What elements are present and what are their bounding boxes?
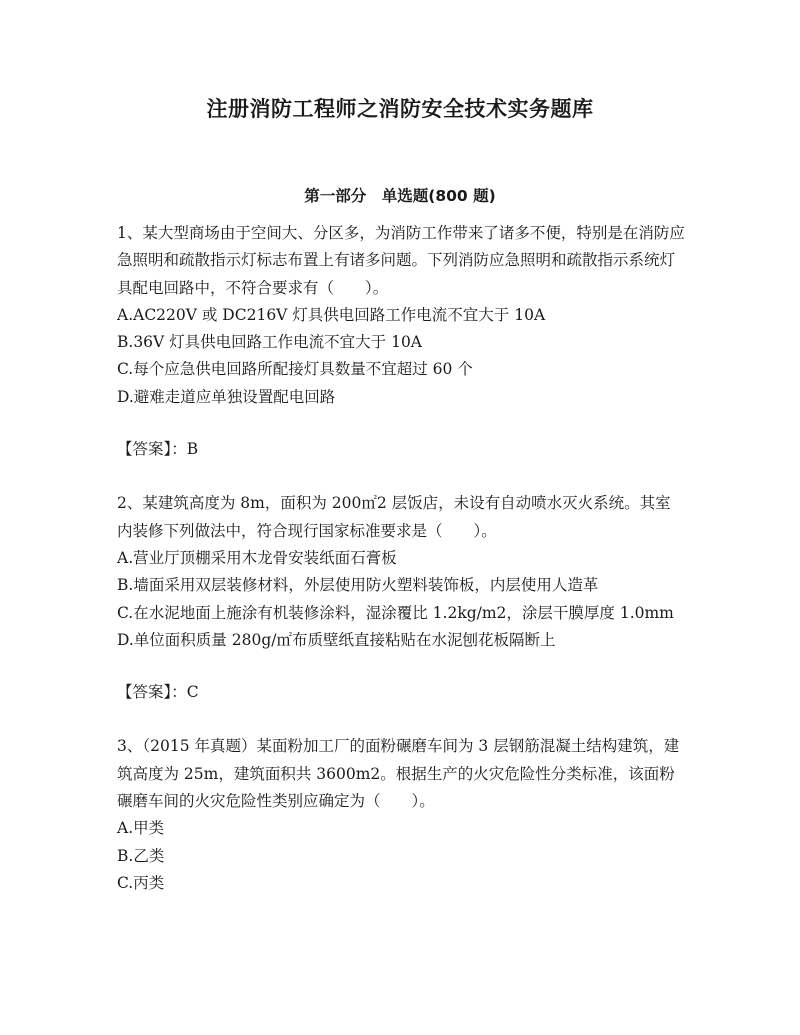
answer-line: 【答案】：C xyxy=(117,683,199,702)
option-b: B.墙面采用双层装修材料，外层使用防火塑料装饰板，内层使用人造革 xyxy=(117,576,599,595)
option-c: C.丙类 xyxy=(117,873,165,892)
question-stem: 1、某大型商场由于空间大、分区多，为消防工作带来了诸多不便，特别是在消防应急照明和疏散指示灯标志布置上有诸多问题。下列消防应急照明和疏散指示系统灯具配电回路中，不符合要求有（ ）。 xyxy=(117,224,685,297)
option-a: A.甲类 xyxy=(117,819,165,838)
option-b: B.36V 灯具供电回路工作电流不宜大于 10A xyxy=(117,333,423,352)
option-c: C.在水泥地面上施涂有机装修涂料，湿涂覆比 1.2kg/m2，涂层干膜厚度 1.0mm xyxy=(117,603,674,622)
option-d: D.单位面积质量 280g/㎡布质壁纸直接粘贴在水泥刨花板隔断上 xyxy=(117,630,556,649)
answer-line: 【答案】：B xyxy=(117,440,199,459)
option-c: C.每个应急供电回路所配接灯具数量不宜超过 60 个 xyxy=(117,360,473,379)
document-title: 注册消防工程师之消防安全技术实务题库 xyxy=(206,97,594,121)
question-stem: 2、某建筑高度为 8m，面积为 200㎡2 层饭店，未设有自动喷水灭火系统。其室内装修下列做法中，符合现行国家标准要求是（ ）。 xyxy=(117,494,671,540)
option-a: A.营业厅顶棚采用木龙骨安装纸面石膏板 xyxy=(117,548,397,567)
option-b: B.乙类 xyxy=(117,846,165,865)
option-a: A.AC220V 或 DC216V 灯具供电回路工作电流不宜大于 10A xyxy=(117,305,546,324)
question-stem: 3、（2015 年真题）某面粉加工厂的面粉碾磨车间为 3 层钢筋混凝土结构建筑，建筑高度为 25m，建筑面积共 3600m2。根据生产的火灾危险性分类标准，该面粉碾磨车间的火灾危险性类别应确定为（ ）。 xyxy=(117,737,680,811)
question-2 xyxy=(117,490,685,706)
question-1 xyxy=(117,220,685,463)
option-d: D.避难走道应单独设置配电回路 xyxy=(117,387,336,406)
question-3 xyxy=(117,733,685,897)
question-list xyxy=(117,220,685,897)
section-title: 第一部分 单选题(800 题) xyxy=(304,187,496,205)
